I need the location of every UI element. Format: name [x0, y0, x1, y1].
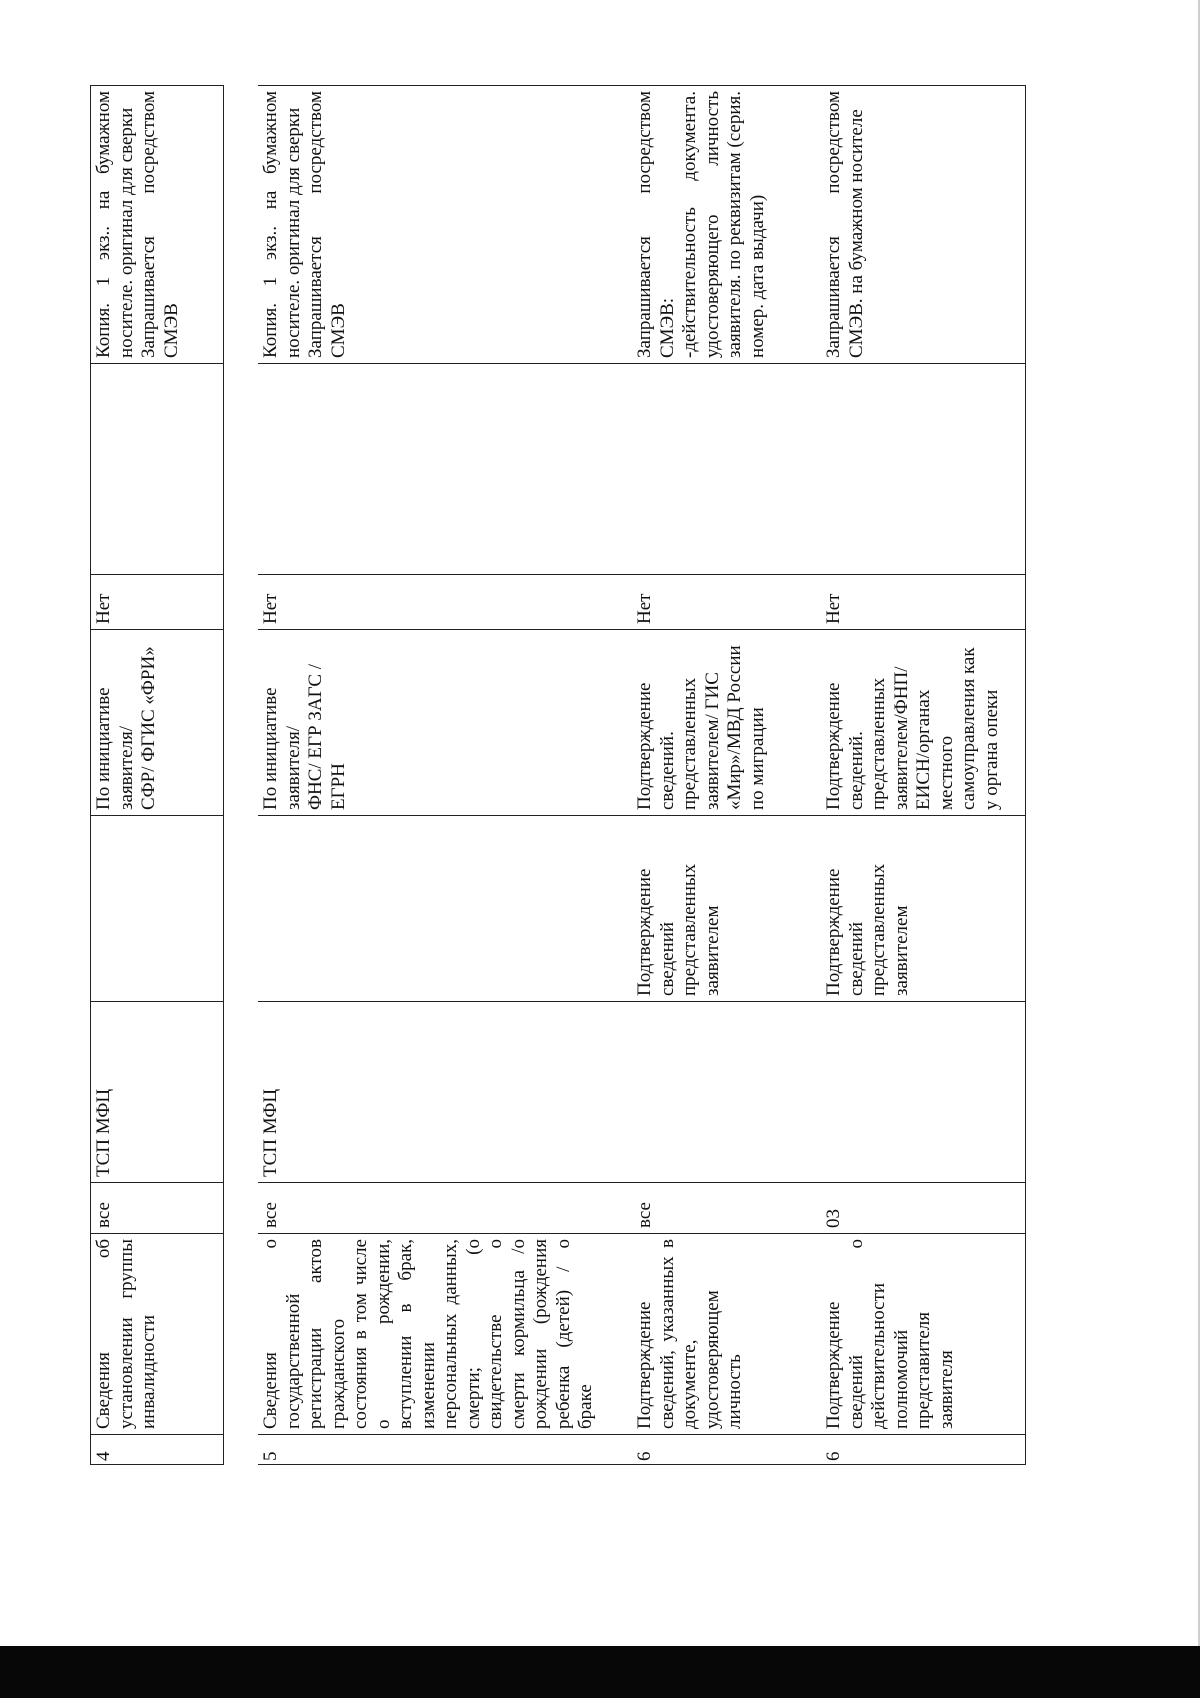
submission-note: Копия. 1 экз.. на бумажном носителе. оригинал для сверки Запрашивается посредством СМЭВ: [258, 86, 632, 364]
applicant-category: 03: [821, 1183, 1026, 1234]
empty-cell: [91, 364, 224, 575]
submission-place: [821, 1002, 1026, 1183]
table-row: [258, 86, 632, 1465]
information-name: Сведения об установлении группы инвалидности: [91, 1234, 224, 1435]
submission-note: Запрашивается посредством СМЭВ. на бумажном носителе: [821, 86, 1026, 364]
mandatory-flag: Нет: [821, 575, 1026, 630]
submission-note: Запрашивается посредством СМЭВ: -действительность документа. удостоверяющего личность заявителя. по реквизитам (серия. номер. дата выдачи): [632, 86, 821, 364]
table-row: [632, 86, 821, 1465]
scan-border: [0, 1646, 1200, 1698]
row-separator: [224, 86, 259, 1465]
submission-place: ТСП МФЦ: [258, 1002, 632, 1183]
table-row: [91, 86, 224, 1465]
information-name: Подтверждение сведений о действительности полномочий представителя заявителя: [821, 1234, 1026, 1435]
submission-place: ТСП МФЦ: [91, 1002, 224, 1183]
request-method: Подтверждение сведений. представленных заявителем/ФНП/ ЕИСН/органах местного самоуправления как у органа опеки: [821, 630, 1026, 816]
mandatory-flag: Нет: [91, 575, 224, 630]
mandatory-flag: Нет: [258, 575, 632, 630]
row-number: 6: [821, 1435, 1026, 1465]
applicant-category: все: [632, 1183, 821, 1234]
empty-cell: [258, 364, 632, 575]
purpose: [258, 816, 632, 1002]
empty-cell: [821, 364, 1026, 575]
row-number: 4: [91, 1435, 224, 1465]
mandatory-flag: Нет: [632, 575, 821, 630]
document-table: [90, 85, 1040, 1465]
purpose: [91, 816, 224, 1002]
empty-cell: [632, 364, 821, 575]
purpose: Подтверждение сведений представленных заявителем: [821, 816, 1026, 1002]
request-method: По инициативе заявителя/ ФНС/ ЕГР ЗАГС / ЕГРН: [258, 630, 632, 816]
purpose: Подтверждение сведений представленных заявителем: [632, 816, 821, 1002]
submission-note: Копия. 1 экз.. на бумажном носителе. оригинал для сверки Запрашивается посредством СМЭВ: [91, 86, 224, 364]
row-number: 6: [632, 1435, 821, 1465]
table-row: [821, 86, 1026, 1465]
information-name: Сведения о государственной регистрации актов гражданского состояния в том числе о рождении, вступлении в брак, изменении персональных данных, смерти; (о свидетельстве о смерти кормильца /о рождении (рождения ребенка (детей) / о браке: [258, 1234, 632, 1435]
information-name: Подтверждение сведений, указанных в документе, удостоверяющем личность: [632, 1234, 821, 1435]
request-method: Подтверждение сведений. представленных заявителем/ ГИС «Мир»/МВД России по миграции: [632, 630, 821, 816]
request-method: По инициативе заявителя/ СФР/ ФГИС «ФРИ»: [91, 630, 224, 816]
submission-place: [632, 1002, 821, 1183]
applicant-category: все: [91, 1183, 224, 1234]
row-number: 5: [258, 1435, 632, 1465]
applicant-category: все: [258, 1183, 632, 1234]
